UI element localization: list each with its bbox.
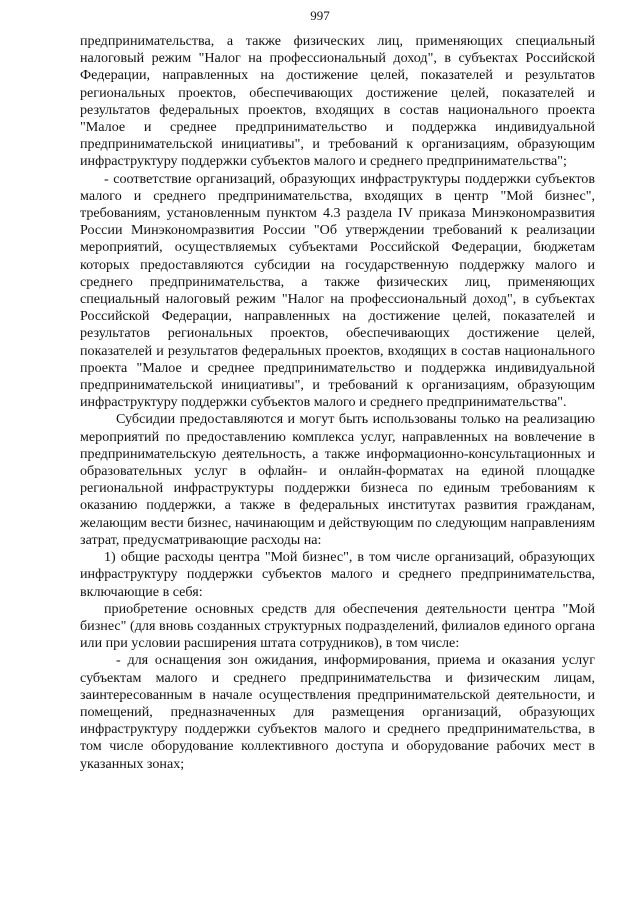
paragraph-subsidies: Субсидии предоставляются и могут быть использованы только на реализацию мероприятий по предоставлению комплекса услуг, направленных на вовлечение в предпринимательскую деятельность, а также информационно-консультационных и образовательных услуг в офлайн- и онлайн-форматах на единой площадке региональной инфраструктуры поддержки бизнеса по единым требованиям к оказанию поддержки, а также в федеральных институтах развития гражданам, желающим вести бизнес, начинающим и действующим по следующим направлениям затрат, предусматривающие расходы на: xyxy=(80,411,595,548)
paragraph-general-expenses: 1) общие расходы центра "Мой бизнес", в том числе организаций, образующих инфраструктуру поддержки субъектов малого и среднего предпринимательства, включающие в себя: xyxy=(80,549,595,600)
paragraph-equipment-item: - для оснащения зон ожидания, информирования, приема и оказания услуг субъектам малого и среднего предпринимательства и физическим лицам, заинтересованным в начале осуществления предпринимательской деятельности, и помещений, предназначенных для размещения организаций, образующих инфраструктуру поддержки субъектов малого и среднего предпринимательства, в том числе оборудование коллективного доступа и оборудование рабочих мест в указанных зонах; xyxy=(80,652,595,772)
document-body xyxy=(80,33,595,773)
paragraph-compliance-item: - соответствие организаций, образующих инфраструктуры поддержки субъектов малого и среднего предпринимательства, входящих в центр "Мой бизнес", требованиям, установленным пунктом 4.3 раздела IV приказа Минэкономразвития России Минэкономразвития России "Об утверждении требований к реализации мероприятий, осуществляемых субъектами Российской Федерации, бюджетам которых предоставляются субсидии на государственную поддержку малого и среднего предпринимательства, а также физических лиц, применяющих специальный налоговый режим "Налог на профессиональный доход", в субъектах Российской Федерации, направленных на достижение целей, показателей и результатов региональных проектов, обеспечивающих достижение целей, показателей и результатов федеральных проектов, входящих в состав национального проекта "Малое и среднее предпринимательство и поддержка индивидуальной предпринимательской инициативы", и требований к организациям, образующим инфраструктуру поддержки субъектов малого и среднего предпринимательства". xyxy=(80,170,595,411)
paragraph-fixed-assets: приобретение основных средств для обеспечения деятельности центра "Мой бизнес" (для вновь созданных структурных подразделений, филиалов единого органа или при условии расширения штата сотрудников), в том числе: xyxy=(80,600,595,652)
page-number: 997 xyxy=(310,8,330,23)
paragraph-continuation: предпринимательства, а также физических лиц, применяющих специальный налоговый режим "Налог на профессиональный доход", в субъектах Российской Федерации, направленных на достижение целей, показателей и результатов региональных проектов, обеспечивающих достижение целей, показателей и результатов федеральных проектов, входящих в состав национального проекта "Малое и среднее предпринимательство и поддержка индивидуальной предпринимательской инициативы", и требований к организациям, образующим инфраструктуру поддержки субъектов малого и среднего предпринимательства"; xyxy=(80,33,595,170)
